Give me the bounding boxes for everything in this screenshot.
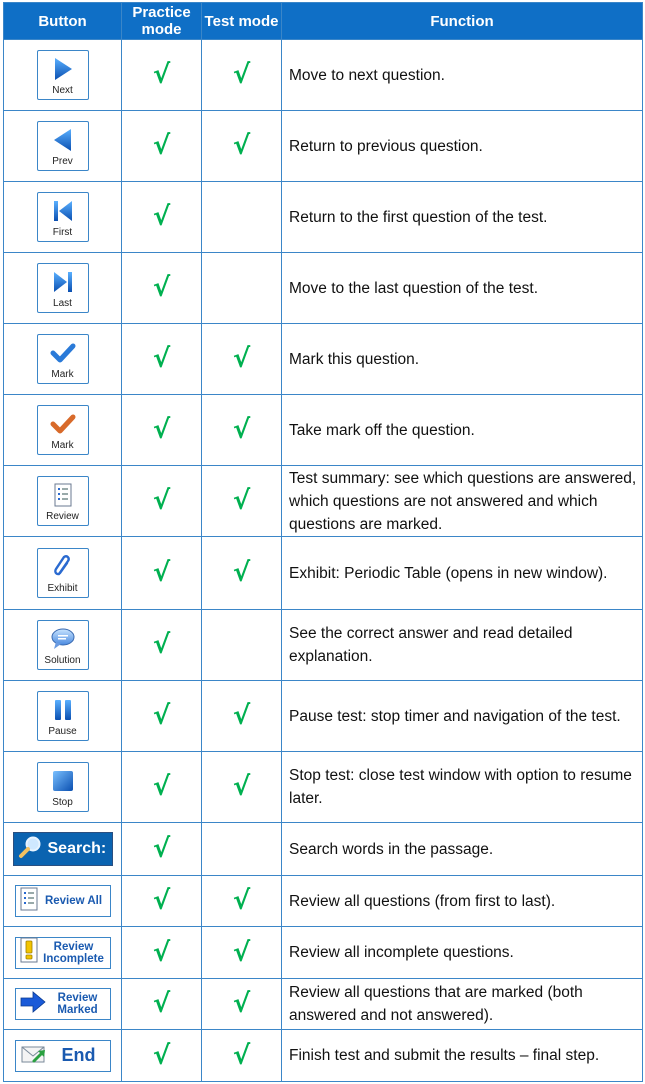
button-cell: [4, 253, 122, 324]
function-text: Search words in the passage.: [282, 823, 643, 876]
button-cell: [4, 979, 122, 1030]
function-text: Review all questions that are marked (both answered and not answered).: [282, 979, 643, 1030]
function-text: Pause test: stop timer and navigation of the test.: [282, 681, 643, 752]
document-list-icon: [20, 887, 38, 916]
button-cell: [4, 324, 122, 395]
table-row: [4, 823, 643, 876]
pause-button[interactable]: Pause: [37, 691, 89, 741]
function-text: Take mark off the question.: [282, 395, 643, 466]
magnifier-icon: [18, 835, 44, 864]
exhibit-button[interactable]: Exhibit: [37, 548, 89, 598]
function-text: See the correct answer and read detailed explanation.: [282, 610, 643, 681]
function-text: Finish test and submit the results – final step.: [282, 1030, 643, 1082]
document-list-icon: [53, 481, 73, 509]
function-text: Return to the first question of the test.: [282, 182, 643, 253]
practice-check: √: [122, 253, 202, 324]
table-row: [4, 610, 643, 681]
test-check: √: [202, 466, 282, 537]
function-text: Move to the last question of the test.: [282, 253, 643, 324]
solution-button[interactable]: Solution: [37, 620, 89, 670]
button-cell: [4, 40, 122, 111]
orange-checkmark-icon: [50, 410, 76, 438]
table-row: [4, 537, 643, 610]
header-row: [4, 3, 643, 40]
practice-check: √: [122, 927, 202, 979]
test-check: √: [202, 395, 282, 466]
review-button[interactable]: Review: [37, 476, 89, 526]
play-right-icon: [53, 55, 73, 83]
paperclip-icon: [52, 553, 74, 581]
practice-check: √: [122, 979, 202, 1030]
prev-button[interactable]: Prev: [37, 121, 89, 171]
test-check-empty: [202, 182, 282, 253]
skip-last-icon: [52, 268, 74, 296]
test-check: √: [202, 752, 282, 823]
table-row: [4, 927, 643, 979]
practice-check: √: [122, 111, 202, 182]
search-button[interactable]: Search:: [13, 832, 113, 866]
practice-check: √: [122, 395, 202, 466]
practice-check: √: [122, 752, 202, 823]
practice-check: √: [122, 681, 202, 752]
next-button[interactable]: Next: [37, 50, 89, 100]
function-text: Stop test: close test window with option to resume later.: [282, 752, 643, 823]
function-text: Mark this question.: [282, 324, 643, 395]
envelope-icon: [20, 1041, 48, 1070]
button-cell: [4, 823, 122, 876]
first-button[interactable]: First: [37, 192, 89, 242]
function-text: Return to previous question.: [282, 111, 643, 182]
last-button[interactable]: Last: [37, 263, 89, 313]
function-text: Review all incomplete questions.: [282, 927, 643, 979]
table-row: [4, 324, 643, 395]
header-button: Button: [4, 3, 122, 40]
function-text: Move to next question.: [282, 40, 643, 111]
practice-check: √: [122, 823, 202, 876]
table-row: [4, 876, 643, 927]
practice-check: √: [122, 537, 202, 610]
button-cell: [4, 927, 122, 979]
practice-check: √: [122, 1030, 202, 1082]
speech-bubble-icon: [50, 625, 76, 653]
button-cell: [4, 610, 122, 681]
pause-icon: [52, 696, 74, 724]
test-check: √: [202, 979, 282, 1030]
button-cell: [4, 466, 122, 537]
review-all-button[interactable]: Review All: [15, 885, 111, 917]
end-button[interactable]: End: [15, 1040, 111, 1072]
table-row: [4, 466, 643, 537]
button-cell: [4, 876, 122, 927]
table-row: [4, 395, 643, 466]
function-text: Test summary: see which questions are answered, which questions are not answered and which questions are marked.: [282, 466, 643, 537]
button-cell: [4, 111, 122, 182]
practice-check: √: [122, 40, 202, 111]
test-check: √: [202, 681, 282, 752]
stop-square-icon: [51, 767, 75, 795]
review-incomplete-button[interactable]: Review Incomplete: [15, 937, 111, 969]
button-cell: [4, 182, 122, 253]
header-test: Test mode: [202, 3, 282, 40]
blue-checkmark-icon: [50, 339, 76, 367]
practice-check: √: [122, 324, 202, 395]
function-text: Exhibit: Periodic Table (opens in new window).: [282, 537, 643, 610]
button-cell: [4, 1030, 122, 1082]
test-check: √: [202, 927, 282, 979]
table-row: [4, 1030, 643, 1082]
practice-check: √: [122, 610, 202, 681]
test-check: √: [202, 324, 282, 395]
table-row: [4, 752, 643, 823]
practice-check: √: [122, 182, 202, 253]
header-practice: Practice mode: [122, 3, 202, 40]
table-row: [4, 253, 643, 324]
play-left-icon: [53, 126, 73, 154]
table-row: [4, 681, 643, 752]
exclamation-icon: [20, 937, 38, 968]
test-check: √: [202, 537, 282, 610]
table-row: [4, 182, 643, 253]
unmark-button[interactable]: Mark: [37, 405, 89, 455]
test-check-empty: [202, 610, 282, 681]
button-cell: [4, 395, 122, 466]
test-check: √: [202, 40, 282, 111]
practice-check: √: [122, 466, 202, 537]
button-cell: [4, 537, 122, 610]
header-function: Function: [282, 3, 643, 40]
stop-button[interactable]: Stop: [37, 762, 89, 812]
test-check-empty: [202, 823, 282, 876]
mark-button[interactable]: Mark: [37, 334, 89, 384]
button-cell: [4, 752, 122, 823]
function-text: Review all questions (from first to last).: [282, 876, 643, 927]
practice-check: √: [122, 876, 202, 927]
button-cell: [4, 681, 122, 752]
buttons-table: [3, 2, 643, 1082]
test-check: √: [202, 876, 282, 927]
test-check: √: [202, 111, 282, 182]
table-row: [4, 111, 643, 182]
test-check-empty: [202, 253, 282, 324]
test-check: √: [202, 1030, 282, 1082]
review-marked-button[interactable]: Review Marked: [15, 988, 111, 1020]
table-row: [4, 979, 643, 1030]
arrow-right-icon: [20, 991, 46, 1018]
table-row: [4, 40, 643, 111]
skip-first-icon: [52, 197, 74, 225]
